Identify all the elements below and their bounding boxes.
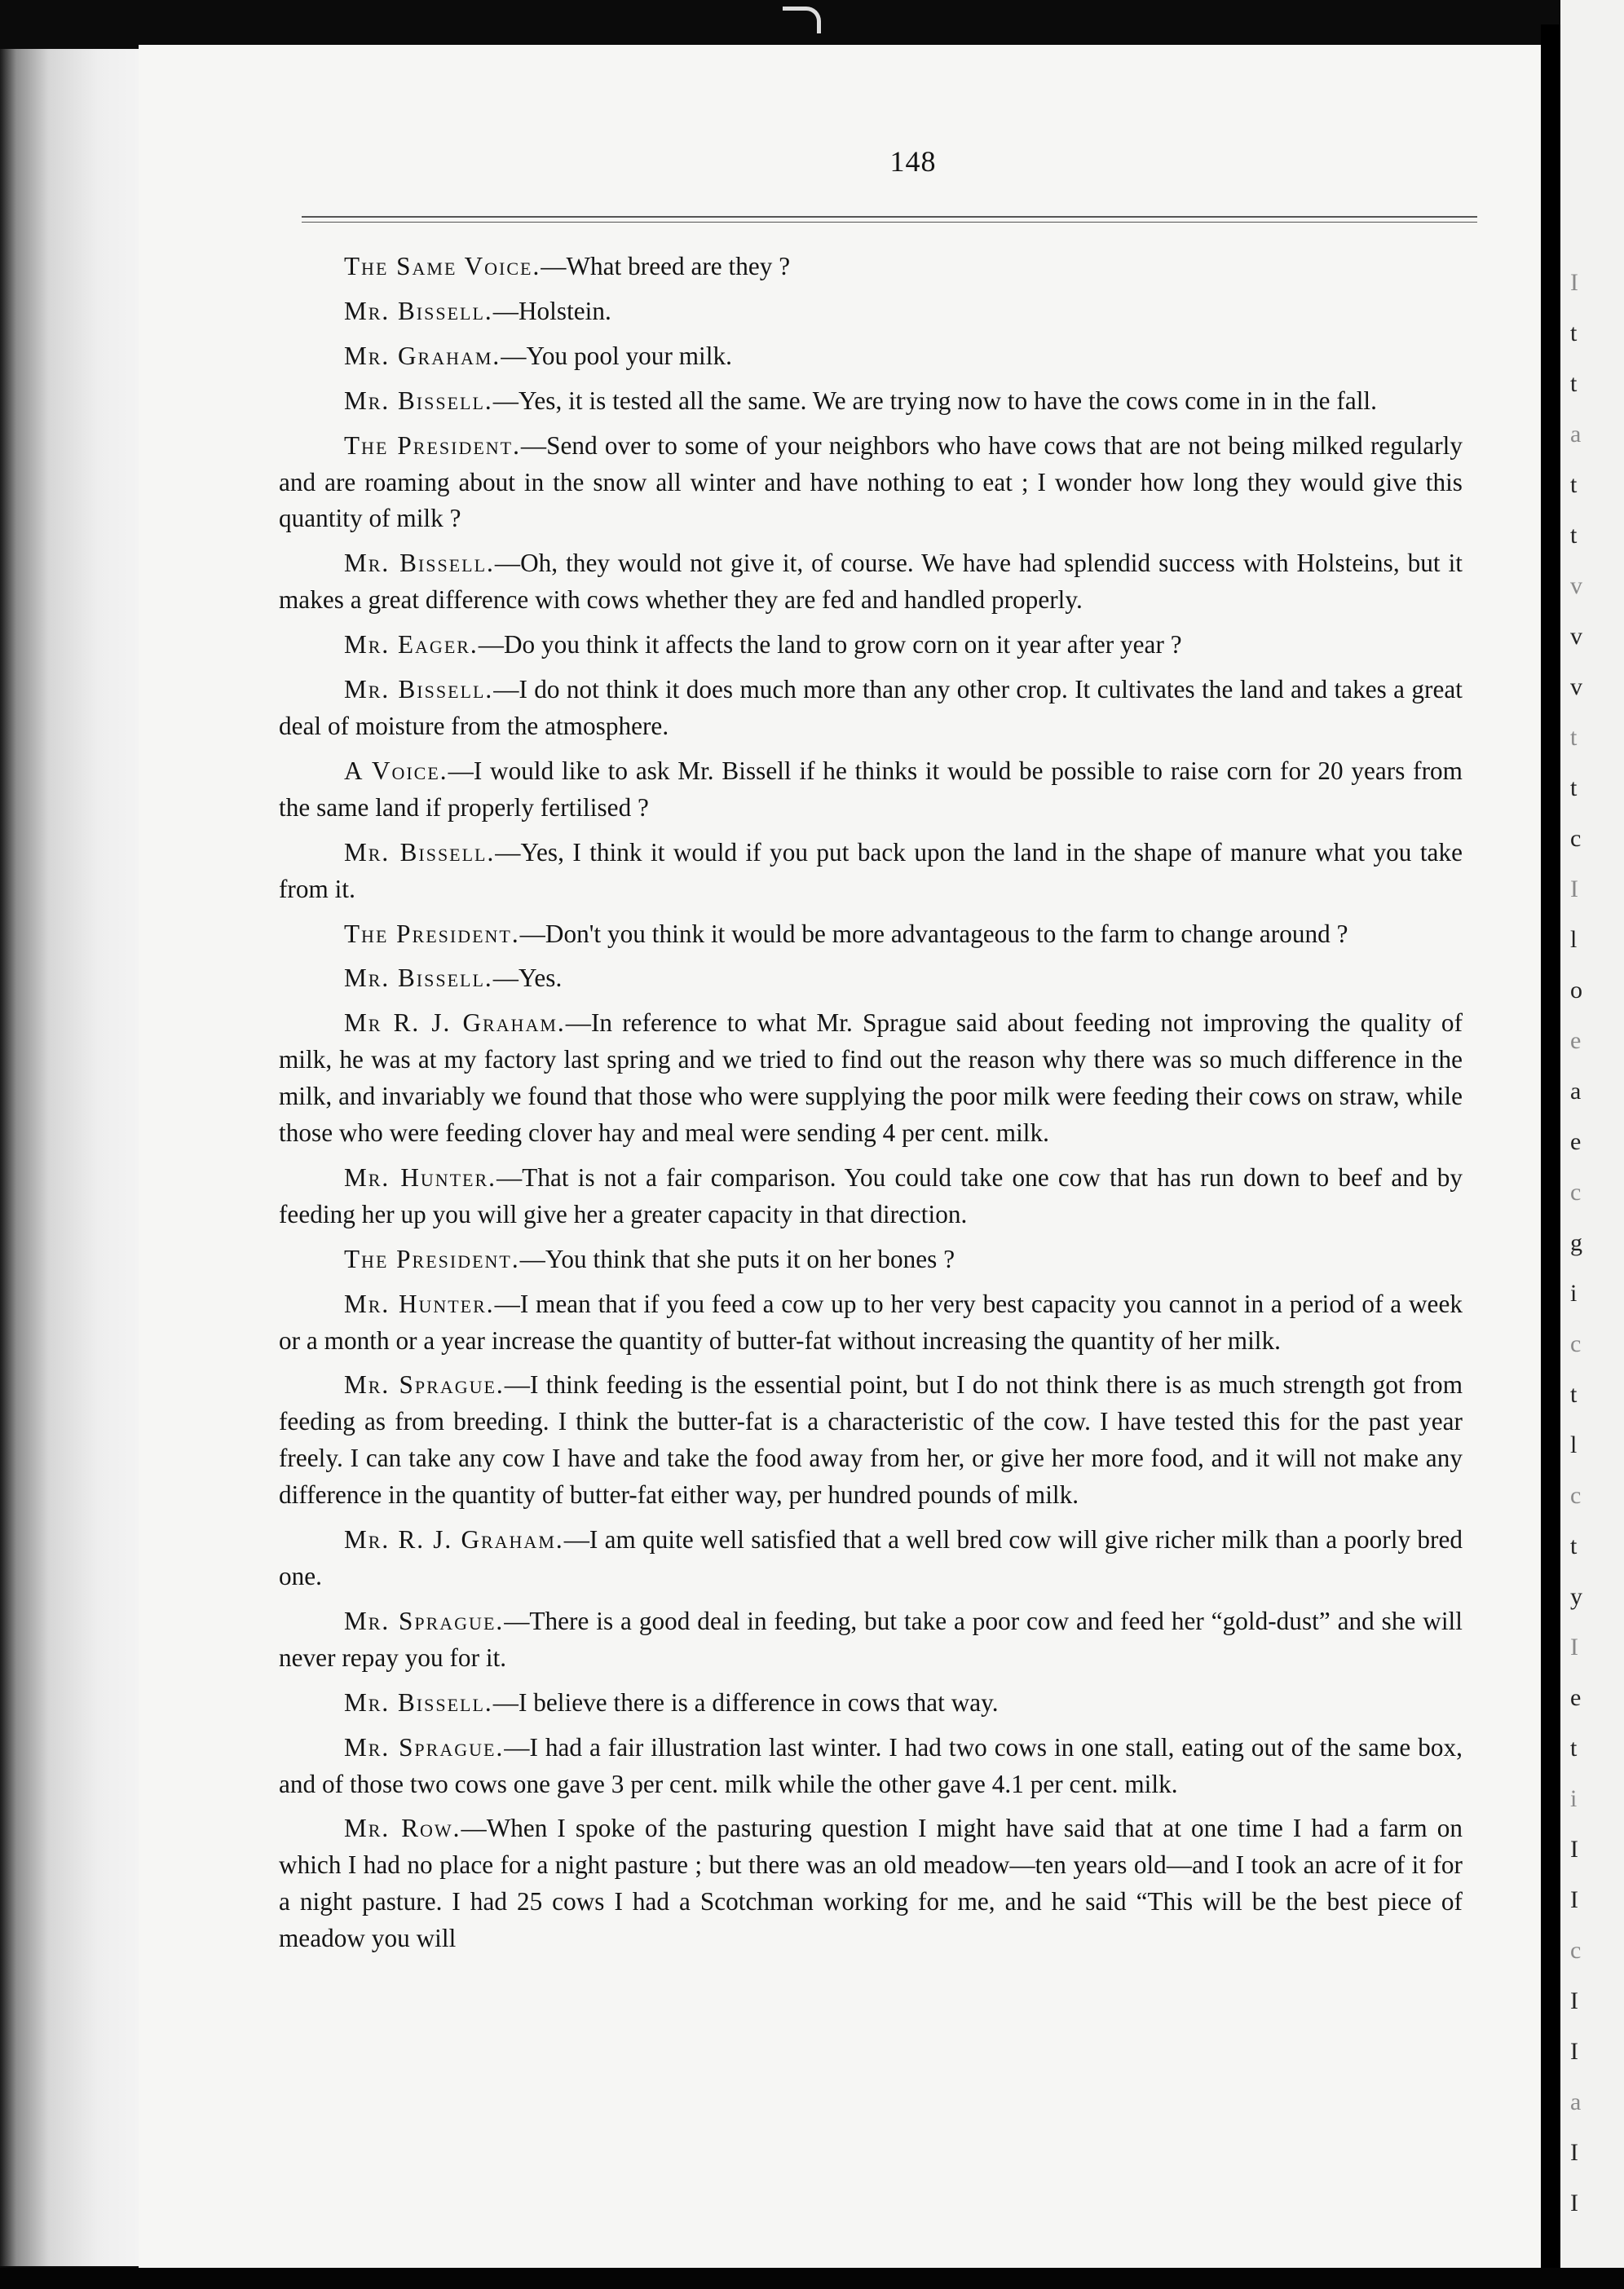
bleed-letter: l [1570, 1431, 1578, 1458]
speaker-name: Mr. Bissell. [344, 386, 493, 415]
speaker-name: Mr. Graham. [344, 341, 501, 370]
speech-text: —There is a good deal in feeding, but take a poor cow and feed her “gold-dust” and she will never repay you for it. [279, 1606, 1463, 1672]
speech-text: —Don't you think it would be more advantageous to the farm to change around ? [519, 919, 1348, 948]
bleed-letter: t [1570, 370, 1578, 397]
bleed-letter: i [1570, 1785, 1578, 1812]
bleed-letter: I [1570, 269, 1578, 296]
speaker-name: Mr. Hunter. [344, 1162, 496, 1192]
speech-text: —You think that she puts it on her bones ? [519, 1244, 955, 1273]
bleed-letter: a [1570, 2088, 1582, 2115]
bleed-letter: l [1570, 926, 1578, 953]
speaker-name: The President. [344, 430, 521, 460]
bleed-letter: e [1570, 1684, 1582, 1711]
scanner-mark [783, 7, 821, 33]
bleed-letter: t [1570, 320, 1578, 346]
dialogue-paragraph [279, 293, 1463, 330]
speaker-name: The President. [344, 919, 520, 948]
dialogue-paragraph [279, 249, 1463, 285]
bleed-letter: I [1570, 2139, 1578, 2166]
dialogue-paragraph [279, 1522, 1463, 1595]
dialogue-paragraph [279, 1730, 1463, 1803]
bleed-letter: I [1570, 875, 1578, 902]
dialogue-paragraph [279, 338, 1463, 375]
bleed-letter: I [1570, 1987, 1578, 2014]
bleed-letter: v [1570, 623, 1582, 650]
dialogue-paragraph [279, 835, 1463, 908]
speaker-name: Mr. Bissell. [344, 964, 493, 993]
dialogue-paragraph [279, 1286, 1463, 1360]
bleed-letter: c [1570, 1937, 1582, 1964]
bleed-letter: v [1570, 673, 1582, 700]
bleed-letter: I [1570, 2038, 1578, 2065]
dialogue-paragraph [279, 627, 1463, 664]
speech-text: —I think feeding is the essential point, but I do not think there is as much strength got from feeding as from breeding. I think the butter-fat is a characteristic of the cow. I have tested this for the past year freely. I can take any cow I have and take the food away from her, or give her more food, and it will not make any difference in the quantity of butter-fat either way, per hundred pounds of milk. [279, 1370, 1463, 1510]
dialogue-paragraph [279, 545, 1463, 619]
bleed-letter: I [1570, 2190, 1578, 2216]
bleed-letter: c [1570, 1482, 1582, 1509]
bleed-letter: c [1570, 825, 1582, 852]
speech-text: —Yes. [492, 964, 563, 993]
scan-bottom-edge [0, 2268, 1624, 2289]
page-number: 148 [889, 145, 937, 178]
dialogue-paragraph [279, 960, 1463, 997]
speech-text: —That is not a fair comparison. You could take one cow that has run down to beef and by feeding her up you will give her a greater capacity in that direction. [279, 1162, 1463, 1228]
dialogue-paragraph [279, 1242, 1463, 1278]
bleed-letter: I [1570, 1836, 1578, 1863]
dialogue-paragraph [279, 1160, 1463, 1233]
dialogue-paragraph [279, 1603, 1463, 1677]
speech-text: —I believe there is a difference in cows that way. [492, 1687, 999, 1717]
speaker-name: Mr. Row. [344, 1814, 461, 1843]
dialogue-paragraph [279, 1367, 1463, 1514]
speaker-name: Mr R. J. Graham. [344, 1008, 566, 1038]
bleed-letter: e [1570, 1128, 1582, 1155]
speaker-name: Mr. Sprague. [344, 1732, 505, 1762]
dialogue-paragraph [279, 1810, 1463, 1957]
bleed-letter: I [1570, 1886, 1578, 1913]
speaker-name: Mr. Bissell. [344, 1687, 493, 1717]
speech-text: —I am quite well satisfied that a well bred cow will give richer milk than a poorly bred one. [279, 1525, 1463, 1590]
speech-text: —When I spoke of the pasturing question I might have said that at one time I had a farm on which I had no place for a night pasture ; but there was an old meadow—ten years old—and I took an acre of it for a night pasture. I had 25 cows I had a Scotchman working for me, and he said “This will be the best piece of meadow you will [279, 1814, 1463, 1953]
speaker-name: Mr. Eager. [344, 630, 479, 659]
dialogue-paragraph [279, 672, 1463, 745]
bleed-letter: t [1570, 1735, 1578, 1762]
speaker-name: Mr. Hunter. [344, 1289, 495, 1318]
book-spine-edge [0, 49, 139, 2266]
dialogue-paragraph [279, 753, 1463, 827]
header-rule [302, 216, 1477, 218]
speaker-name: The President. [344, 1244, 520, 1273]
speech-text: —In reference to what Mr. Sprague said about feeding not improving the quality of milk, he was at my factory last spring and we tried to find out the reason why there was so much difference in the milk, and invariably we found that those who were supplying the poor milk were feeding their cows on straw, while those who were feeding clover hay and meal were sending 4 per cent. milk. [279, 1008, 1463, 1148]
bleed-letter: t [1570, 522, 1578, 549]
bleed-letter: g [1570, 1229, 1582, 1256]
bleed-letter: a [1570, 1078, 1582, 1105]
speaker-name: Mr. Bissell. [344, 549, 495, 578]
dialogue-paragraph [279, 1005, 1463, 1152]
dialogue-paragraph [279, 383, 1463, 420]
bleed-letter: a [1570, 421, 1582, 448]
bleed-letter: t [1570, 724, 1578, 751]
speaker-name: Mr. Sprague. [344, 1606, 505, 1635]
dialogue-paragraph [279, 916, 1463, 953]
speech-text: —I mean that if you feed a cow up to her very best capacity you cannot in a period of a week or a month or a year increase the quantity of butter-fat without increasing the quantity of her milk. [279, 1289, 1463, 1355]
speaker-name: A Voice. [344, 756, 448, 785]
speech-text: —I had a fair illustration last winter. I had two cows in one stall, eating out of the same box, and of those two cows one gave 3 per cent. milk while the other gave 4.1 per cent. milk. [279, 1732, 1463, 1798]
speaker-name: Mr. Bissell. [344, 296, 493, 325]
bleed-letter: t [1570, 1381, 1578, 1408]
speech-text: —Do you think it affects the land to grow corn on it year after year ? [478, 630, 1182, 659]
bleed-letter: e [1570, 1027, 1582, 1054]
bleed-letter: I [1570, 1634, 1578, 1661]
speech-text: —Send over to some of your neighbors who have cows that are not being milked regularly and are roaming about in the snow all winter and have nothing to eat ; I wonder how long they would give this quantity of milk ? [279, 430, 1463, 533]
bleed-letter: t [1570, 1533, 1578, 1559]
bleed-letter: y [1570, 1583, 1582, 1610]
page-gutter [1541, 24, 1560, 2274]
speaker-name: The Same Voice. [344, 252, 541, 280]
bleed-letter: o [1570, 977, 1582, 1003]
bleed-letter: t [1570, 471, 1578, 498]
speech-text: —What breed are they ? [541, 252, 791, 280]
bleed-letter: v [1570, 572, 1582, 599]
speech-text: —Holstein. [492, 296, 611, 325]
bleed-letter: i [1570, 1280, 1578, 1307]
speech-text: —You pool your milk. [501, 341, 732, 370]
bleed-letter: c [1570, 1179, 1582, 1206]
speaker-name: Mr. Bissell. [344, 675, 494, 704]
speaker-name: Mr. Bissell. [344, 837, 496, 867]
dialogue-paragraph [279, 1685, 1463, 1722]
bleed-letter: c [1570, 1330, 1582, 1357]
header-rule-thin [302, 222, 1477, 223]
speech-text: —Yes, it is tested all the same. We are trying now to have the cows come in in the fall. [492, 386, 1377, 415]
adjacent-page-edge [1560, 0, 1624, 2289]
bleed-letter: t [1570, 774, 1578, 801]
speech-text: —Oh, they would not give it, of course. We have had splendid success with Holsteins, but it makes a great difference with cows whether they are fed and handled properly. [279, 549, 1463, 615]
speaker-name: Mr. Sprague. [344, 1370, 505, 1400]
speech-text: —I would like to ask Mr. Bissell if he thinks it would be possible to raise corn for 20 years from the same land if properly fertilised ? [279, 756, 1463, 822]
book-page [139, 45, 1541, 2278]
transcript-body [279, 249, 1463, 1965]
speaker-name: Mr. R. J. Graham. [344, 1525, 564, 1555]
speech-text: —Yes, I think it would if you put back upon the land in the shape of manure what you take from it. [279, 837, 1463, 903]
dialogue-paragraph [279, 428, 1463, 538]
speech-text: —I do not think it does much more than any other crop. It cultivates the land and takes a great deal of moisture from the atmosphere. [279, 675, 1463, 740]
